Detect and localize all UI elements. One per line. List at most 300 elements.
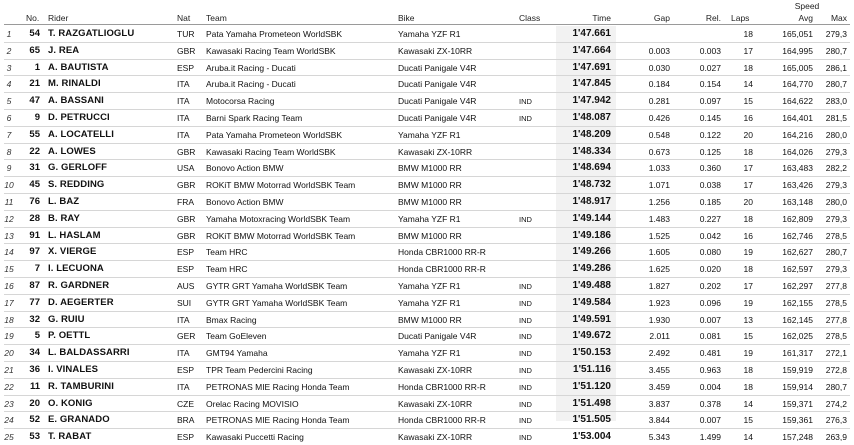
position-cell: 3 [6,62,12,73]
avg-speed-cell: 164,995 [782,45,813,56]
rider-name: O. KONIG [48,397,93,409]
laps-cell: 18 [743,213,753,224]
relative-gap-cell: 0.185 [699,196,721,207]
number-cell: 65 [29,44,40,56]
gap-cell: 5.343 [648,432,670,443]
rider-name: A. LOCATELLI [48,128,114,140]
table-row [0,211,854,227]
avg-speed-cell: 162,145 [782,314,813,325]
team-cell: PETRONAS MIE Racing Honda Team [206,381,350,392]
header-team: Team [206,13,227,23]
max-speed-cell: 279,3 [825,29,847,39]
position-cell: 14 [4,247,14,258]
table-row [0,194,854,210]
lap-time-cell: 1'48.334 [572,145,611,157]
team-cell: ROKiT BMW Motorrad WorldSBK Team [206,180,356,191]
gap-cell: 3.844 [648,415,670,426]
rider-name: A. BAUTISTA [48,61,109,73]
position-cell: 21 [4,364,14,375]
lap-time-cell: 1'51.505 [572,414,611,426]
number-cell: 47 [29,95,40,107]
position-cell: 20 [4,348,14,359]
gap-cell: 1.525 [648,230,670,241]
rider-name: L. BAZ [48,195,80,207]
nationality-cell: GBR [177,180,196,191]
rider-name: D. PETRUCCI [48,111,110,123]
nationality-cell: GBR [177,230,196,241]
relative-gap-cell: 0.481 [699,348,721,359]
rider-name: G. RUIU [48,313,85,325]
gap-cell: 3.837 [648,398,670,409]
bike-cell: Yamaha YZF R1 [398,348,461,359]
gap-cell: 2.492 [648,348,670,359]
avg-speed-cell: 159,371 [782,398,813,409]
number-cell: 36 [29,363,40,375]
avg-speed-cell: 159,919 [782,364,813,375]
rider-name: T. RABAT [48,431,92,443]
number-cell: 28 [29,212,40,224]
laps-cell: 19 [743,348,753,359]
relative-gap-cell: 0.096 [699,297,721,308]
rider-name: R. GARDNER [48,279,110,291]
laps-cell: 13 [743,314,753,325]
header-bike: Bike [398,13,415,23]
avg-speed-cell: 159,361 [782,415,813,426]
lap-time-cell: 1'51.120 [572,380,611,392]
bike-cell: Kawasaki ZX-10RR [398,364,473,375]
position-cell: 16 [4,280,14,291]
rider-name: X. VIERGE [48,246,97,258]
table-row [0,43,854,59]
header-max: Max [830,13,847,23]
max-speed-cell: 280,7 [825,45,847,56]
laps-cell: 17 [743,180,753,191]
lap-time-cell: 1'47.664 [572,44,611,56]
avg-speed-cell: 164,216 [782,129,813,140]
position-cell: 22 [4,381,14,392]
team-cell: Kawasaki Puccetti Racing [206,432,304,443]
nationality-cell: GBR [177,45,196,56]
class-cell: IND [519,214,532,224]
bike-cell: Ducati Panigale V4R [398,112,477,123]
nationality-cell: FRA [177,196,194,207]
bike-cell: Ducati Panigale V4R [398,331,477,342]
team-cell: Barni Spark Racing Team [206,112,303,123]
table-row [0,328,854,344]
avg-speed-cell: 165,051 [782,29,813,39]
number-cell: 5 [34,330,40,342]
number-cell: 77 [29,296,40,308]
relative-gap-cell: 0.122 [699,129,721,140]
rider-name: B. RAY [48,212,80,224]
gap-cell: 0.426 [648,112,670,123]
rider-name: M. RINALDI [48,78,101,90]
position-cell: 6 [6,112,12,123]
lap-time-cell: 1'49.186 [572,229,611,241]
gap-cell: 2.011 [649,331,670,342]
position-cell: 15 [4,264,14,275]
max-speed-cell: 280,7 [825,247,847,258]
bike-cell: Kawasaki ZX-10RR [398,146,473,157]
number-cell: 1 [34,61,40,73]
gap-cell: 1.071 [648,180,670,191]
nationality-cell: TUR [177,29,195,39]
number-cell: 55 [29,128,40,140]
number-cell: 9 [34,111,40,123]
laps-cell: 15 [743,96,753,107]
table-row [0,362,854,378]
laps-cell: 19 [743,247,753,258]
laps-cell: 14 [743,79,753,90]
nationality-cell: ESP [177,247,195,258]
avg-speed-cell: 162,597 [782,264,813,275]
max-speed-cell: 276,3 [825,415,847,426]
header-rider: Rider [48,13,69,23]
table-row [0,144,854,160]
rider-name: S. REDDING [48,179,105,191]
nationality-cell: ITA [177,112,190,123]
position-cell: 23 [4,398,14,409]
relative-gap-cell: 0.145 [699,112,721,123]
class-cell: IND [519,281,532,291]
position-cell: 1 [6,29,12,39]
speed-group-label: Speed [794,1,820,11]
max-speed-cell: 277,8 [825,314,847,325]
table-row [0,228,854,244]
max-speed-cell: 281,5 [825,112,847,123]
lap-time-cell: 1'50.153 [572,347,611,359]
table-row [0,295,854,311]
position-cell: 25 [4,432,14,443]
avg-speed-cell: 162,746 [782,230,813,241]
number-cell: 91 [29,229,40,241]
lap-time-cell: 1'49.286 [572,263,611,275]
table-row [0,396,854,412]
number-cell: 87 [29,279,40,291]
table-row [0,60,854,76]
table-row [0,379,854,395]
bike-cell: Honda CBR1000 RR-R [398,381,486,392]
nationality-cell: ITA [177,381,190,392]
number-cell: 54 [29,28,40,39]
laps-cell: 20 [743,196,753,207]
class-cell: IND [519,349,532,359]
avg-speed-cell: 164,026 [782,146,813,157]
max-speed-cell: 278,5 [825,331,847,342]
laps-cell: 18 [743,364,753,375]
number-cell: 53 [29,431,40,443]
gap-cell: 1.033 [648,163,670,174]
team-cell: GMT94 Yamaha [206,348,268,359]
relative-gap-cell: 0.020 [699,264,721,275]
avg-speed-cell: 163,483 [782,163,813,174]
table-row [0,177,854,193]
rider-name: P. OETTL [48,330,91,342]
bike-cell: Ducati Panigale V4R [398,79,477,90]
bike-cell: Yamaha YZF R1 [398,129,461,140]
header-class: Class [519,13,541,23]
relative-gap-cell: 0.378 [699,398,721,409]
relative-gap-cell: 0.042 [699,230,721,241]
nationality-cell: ESP [177,364,195,375]
max-speed-cell: 279,3 [825,146,847,157]
lap-time-cell: 1'47.942 [572,95,611,107]
team-cell: Bmax Racing [206,314,257,325]
nationality-cell: CZE [177,398,194,409]
number-cell: 32 [29,313,40,325]
max-speed-cell: 282,2 [825,163,847,174]
table-row [0,26,854,42]
lap-time-cell: 1'51.498 [572,397,611,409]
gap-cell: 1.256 [648,196,670,207]
results-table-body [0,26,854,445]
max-speed-cell: 279,3 [825,264,847,275]
rider-name: A. BASSANI [48,95,104,107]
relative-gap-cell: 0.007 [699,415,721,426]
relative-gap-cell: 0.038 [699,180,721,191]
laps-cell: 17 [743,163,753,174]
header-avg: Avg [798,13,813,23]
relative-gap-cell: 0.007 [699,314,721,325]
table-row [0,278,854,294]
nationality-cell: ITA [177,96,190,107]
nationality-cell: BRA [177,415,195,426]
bike-cell: Ducati Panigale V4R [398,62,477,73]
avg-speed-cell: 162,297 [782,280,813,291]
team-cell: Motocorsa Racing [206,96,275,107]
lap-time-cell: 1'47.661 [572,28,611,39]
gap-cell: 0.003 [648,45,670,56]
table-row [0,127,854,143]
gap-cell: 1.930 [648,314,670,325]
relative-gap-cell: 0.004 [699,381,721,392]
avg-speed-cell: 162,627 [782,247,813,258]
bike-cell: BMW M1000 RR [398,314,462,325]
header-no: No. [26,13,40,23]
team-cell: Bonovo Action BMW [206,196,284,207]
table-row [0,312,854,328]
relative-gap-cell: 0.154 [699,79,721,90]
team-cell: PETRONAS MIE Racing Honda Team [206,415,350,426]
relative-gap-cell: 0.027 [699,62,721,73]
max-speed-cell: 279,3 [825,180,847,191]
table-row [0,76,854,92]
avg-speed-cell: 163,148 [782,196,813,207]
gap-cell: 0.184 [648,79,670,90]
team-cell: ROKiT BMW Motorrad WorldSBK Team [206,230,356,241]
class-cell: IND [519,416,532,426]
laps-cell: 18 [743,264,753,275]
max-speed-cell: 278,5 [825,297,847,308]
max-speed-cell: 272,1 [825,348,847,359]
header-laps: Laps [731,13,750,23]
laps-cell: 18 [743,62,753,73]
rider-name: I. LECUONA [48,263,104,275]
team-cell: TPR Team Pedercini Racing [206,364,313,375]
avg-speed-cell: 157,248 [782,432,813,443]
position-cell: 5 [6,96,12,107]
table-row [0,110,854,126]
class-cell: IND [519,332,532,342]
gap-cell: 0.281 [648,96,670,107]
class-cell: IND [519,365,532,375]
max-speed-cell: 286,1 [825,62,847,73]
table-row [0,160,854,176]
lap-time-cell: 1'47.691 [572,61,611,73]
gap-cell: 0.673 [648,146,670,157]
lap-time-cell: 1'48.917 [572,195,611,207]
avg-speed-cell: 164,401 [782,112,813,123]
number-cell: 21 [29,78,40,90]
header-divider [4,24,850,25]
team-cell: Team HRC [206,247,248,258]
avg-speed-cell: 163,426 [782,180,813,191]
position-cell: 9 [6,163,12,174]
laps-cell: 14 [743,432,753,443]
team-cell: Kawasaki Racing Team WorldSBK [206,146,336,157]
lap-time-cell: 1'53.004 [572,431,611,443]
position-cell: 17 [4,297,14,308]
avg-speed-cell: 162,025 [782,331,813,342]
team-cell: Yamaha Motoxracing WorldSBK Team [206,213,351,224]
number-cell: 7 [34,263,40,275]
max-speed-cell: 272,8 [825,364,847,375]
bike-cell: Yamaha YZF R1 [398,213,461,224]
class-cell: IND [519,298,532,308]
bike-cell: Yamaha YZF R1 [398,29,461,39]
class-cell: IND [519,382,532,392]
team-cell: GYTR GRT Yamaha WorldSBK Team [206,297,348,308]
lap-time-cell: 1'49.584 [572,296,611,308]
team-cell: Team GoEleven [206,331,267,342]
max-speed-cell: 280,7 [825,79,847,90]
team-cell: GYTR GRT Yamaha WorldSBK Team [206,280,348,291]
nationality-cell: AUS [177,280,195,291]
bike-cell: BMW M1000 RR [398,230,462,241]
rider-name: J. REA [48,44,80,56]
lap-time-cell: 1'51.116 [573,363,611,375]
relative-gap-cell: 0.081 [699,331,721,342]
header-rel: Rel. [705,13,721,23]
gap-cell: 1.483 [648,213,670,224]
lap-time-cell: 1'48.694 [572,162,611,174]
bike-cell: BMW M1000 RR [398,196,462,207]
bike-cell: Kawasaki ZX-10RR [398,398,473,409]
gap-cell: 1.625 [648,264,670,275]
header-gap: Gap [653,13,670,23]
max-speed-cell: 280,0 [825,129,847,140]
class-cell: IND [519,113,532,123]
bike-cell: Honda CBR1000 RR-R [398,264,486,275]
lap-time-cell: 1'49.266 [572,246,611,258]
relative-gap-cell: 1.499 [699,432,721,443]
lap-time-cell: 1'49.672 [572,330,611,342]
nationality-cell: ITA [177,314,190,325]
nationality-cell: ESP [177,264,195,275]
laps-cell: 15 [743,415,753,426]
number-cell: 45 [29,179,40,191]
bike-cell: BMW M1000 RR [398,163,462,174]
table-row [0,412,854,428]
position-cell: 2 [6,45,12,56]
rider-name: I. VINALES [48,363,99,375]
position-cell: 11 [4,196,14,207]
nationality-cell: ESP [177,62,195,73]
team-cell: Pata Yamaha Prometeon WorldSBK [206,29,343,39]
laps-cell: 16 [743,112,753,123]
bike-cell: BMW M1000 RR [398,180,462,191]
avg-speed-cell: 164,770 [782,79,813,90]
number-cell: 34 [29,347,40,359]
relative-gap-cell: 0.227 [699,213,721,224]
nationality-cell: ITA [177,79,190,90]
team-cell: Aruba.it Racing - Ducati [206,79,296,90]
relative-gap-cell: 0.202 [699,280,721,291]
header-nat: Nat [177,13,191,23]
class-cell: IND [519,399,532,409]
class-cell: IND [519,97,532,107]
position-cell: 10 [4,180,14,191]
bike-cell: Yamaha YZF R1 [398,280,461,291]
lap-time-cell: 1'49.488 [572,279,611,291]
team-cell: Orelac Racing MOVISIO [206,398,299,409]
rider-name: L. BALDASSARRI [48,347,130,359]
bike-cell: Honda CBR1000 RR-R [398,415,486,426]
position-cell: 12 [4,213,14,224]
relative-gap-cell: 0.097 [699,96,721,107]
class-cell: IND [519,433,532,443]
rider-name: R. TAMBURINI [48,380,114,392]
table-row [0,244,854,260]
lap-time-cell: 1'48.732 [572,179,611,191]
number-cell: 31 [29,162,40,174]
gap-cell: 1.605 [648,247,670,258]
nationality-cell: ITA [177,129,190,140]
laps-cell: 18 [743,146,753,157]
lap-time-cell: 1'48.087 [572,111,611,123]
laps-cell: 14 [743,398,753,409]
bike-cell: Kawasaki ZX-10RR [398,432,473,443]
bike-cell: Yamaha YZF R1 [398,297,461,308]
rider-name: T. RAZGATLIOGLU [48,28,135,39]
position-cell: 19 [4,331,14,342]
rider-name: E. GRANADO [48,414,110,426]
nationality-cell: USA [177,163,195,174]
position-cell: 7 [6,129,12,140]
table-row [0,345,854,361]
rider-name: D. AEGERTER [48,296,114,308]
lap-time-cell: 1'47.845 [572,78,611,90]
number-cell: 76 [29,195,40,207]
gap-cell: 1.827 [648,280,670,291]
max-speed-cell: 280,0 [825,196,847,207]
nationality-cell: GBR [177,213,196,224]
laps-cell: 17 [743,45,753,56]
bike-cell: Kawasaki ZX-10RR [398,45,473,56]
table-row [0,93,854,109]
lap-time-cell: 1'49.144 [572,212,611,224]
number-cell: 20 [29,397,40,409]
laps-cell: 16 [743,230,753,241]
avg-speed-cell: 162,809 [782,213,813,224]
avg-speed-cell: 165,005 [782,62,813,73]
table-row [0,429,854,445]
position-cell: 4 [6,79,12,90]
team-cell: Pata Yamaha Prometeon WorldSBK [206,129,343,140]
number-cell: 52 [29,414,40,426]
lap-time-cell: 1'49.591 [572,313,611,325]
nationality-cell: SUI [177,297,192,308]
